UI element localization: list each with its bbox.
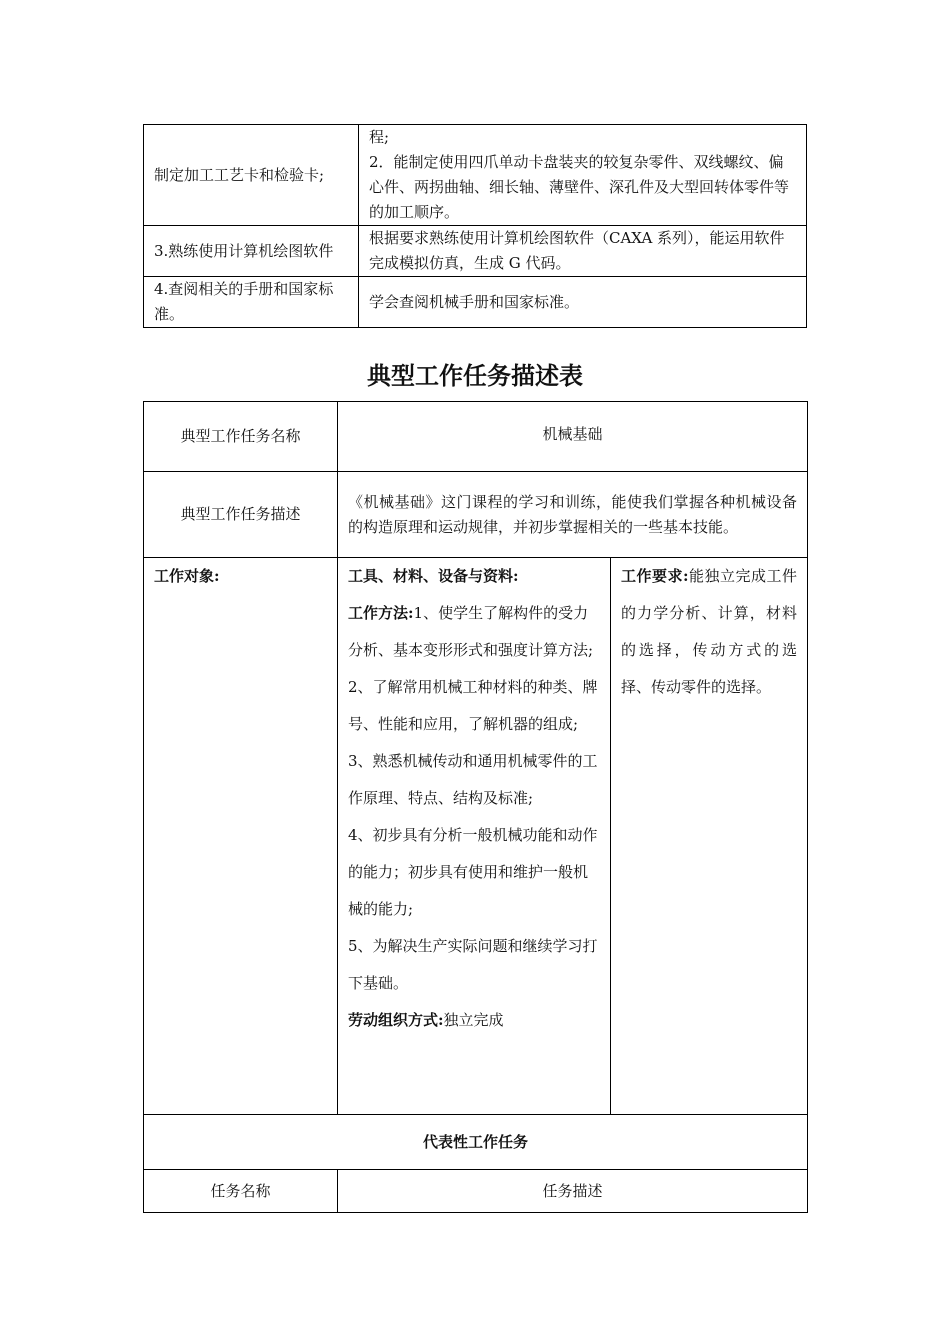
requirement-line: 程;: [369, 128, 390, 146]
method-line: [348, 595, 600, 669]
labor-value: 独立完成: [443, 1011, 504, 1029]
task-description-table: [143, 401, 808, 1213]
table-row: [144, 1170, 808, 1213]
skill-text: 制定加工工艺卡和检验卡;: [154, 165, 325, 184]
skill-cell: [144, 226, 359, 277]
table-row: [144, 125, 807, 226]
requirement-cell: [359, 226, 807, 277]
work-requirement-cell: [611, 558, 808, 1115]
task-desc-value: 《机械基础》这门课程的学习和训练，能使我们掌握各种机械设备的构造原理和运动规律，并初步掌握相关的一些基本技能。: [338, 472, 808, 558]
task-name-header: 任务名称: [144, 1170, 338, 1213]
labor-label: 劳动组织方式:: [348, 1011, 444, 1029]
requirement-text: 学会查阅机械手册和国家标准。: [369, 292, 580, 311]
requirement-cell: [359, 125, 807, 226]
requirement-cell: [359, 277, 807, 328]
table-row: [144, 472, 808, 558]
task-desc-label: 典型工作任务描述: [144, 472, 338, 558]
table-row: [144, 277, 807, 328]
page-title: 典型工作任务描述表: [367, 362, 583, 390]
tools-method-cell: [338, 558, 611, 1115]
skill-text: 3.熟练使用计算机绘图软件: [154, 241, 334, 260]
work-object-label: 工作对象:: [154, 567, 220, 585]
skill-cell: [144, 125, 359, 226]
method-line: 2、了解常用机械工种材料的种类、牌号、性能和应用，了解机器的组成;: [348, 678, 598, 733]
table-row: [144, 226, 807, 277]
representative-task-header: 代表性工作任务: [144, 1115, 808, 1170]
table-row: [144, 558, 808, 1115]
skills-table: [143, 124, 807, 328]
method-label: 工作方法:: [348, 604, 414, 622]
table-row: [144, 402, 808, 472]
method-line: 5、为解决生产实际问题和继续学习打下基础。: [348, 937, 598, 992]
task-name-value: 机械基础: [338, 402, 808, 472]
requirement-value: 能独立完成工件的力学分析、计算，材料的选择，传动方式的选择、传动零件的选择。: [621, 567, 798, 696]
labor-line: [348, 1002, 600, 1039]
table-row: [144, 1115, 808, 1170]
tools-label: 工具、材料、设备与资料:: [348, 567, 519, 585]
task-name-label: 典型工作任务名称: [144, 402, 338, 472]
method-text: 1、使学生了解构件的受力分析、基本变形形式和强度计算方法;: [348, 604, 594, 659]
requirement-text: 根据要求熟练使用计算机绘图软件（CAXA 系列），能运用软件完成模拟仿真，生成 G 代码。: [369, 229, 785, 272]
task-desc-header: 任务描述: [338, 1170, 808, 1213]
requirement-line: 2．能制定使用四爪单动卡盘装夹的较复杂零件、双线螺纹、偏心件、两拐曲轴、细长轴、薄壁件、深孔件及大型回转体零件等的加工顺序。: [369, 153, 790, 221]
requirement-label: 工作要求:: [621, 567, 689, 585]
method-line: 4、初步具有分析一般机械功能和动作的能力；初步具有使用和维护一般机械的能力;: [348, 826, 598, 918]
skill-text: 4.查阅相关的手册和国家标准。: [154, 280, 334, 323]
method-line: 3、熟悉机械传动和通用机械零件的工作原理、特点、结构及标准;: [348, 752, 598, 807]
skill-cell: [144, 277, 359, 328]
work-object-cell: [144, 558, 338, 1115]
